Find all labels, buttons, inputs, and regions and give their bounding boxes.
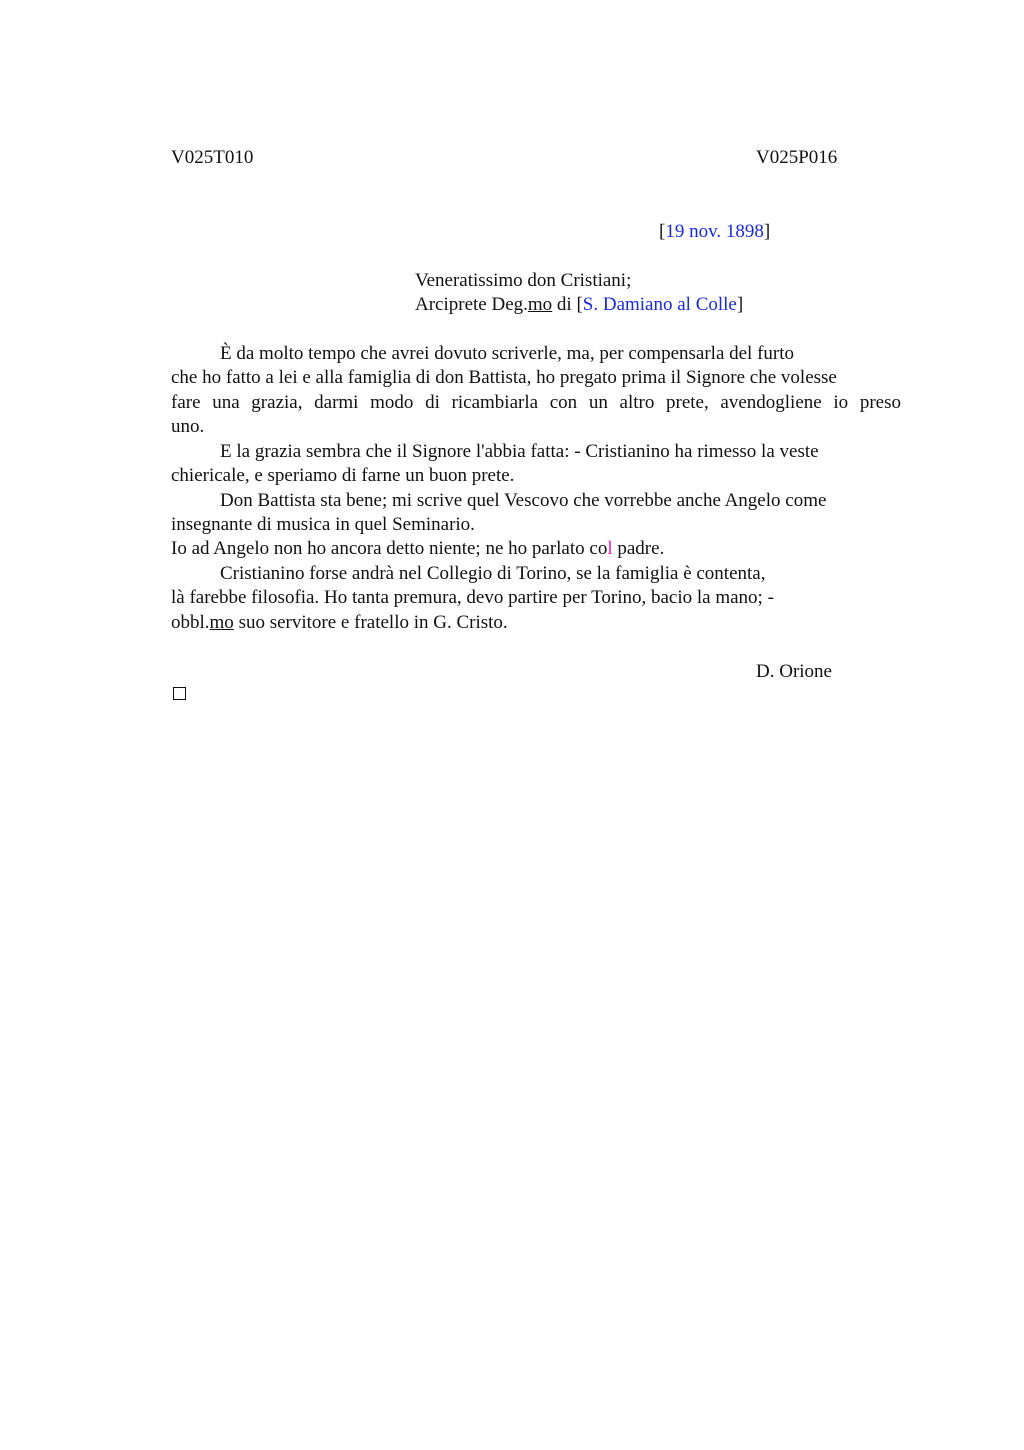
date-text: 19 nov. 1898 xyxy=(665,221,764,242)
end-marker-icon xyxy=(173,687,186,700)
body-line-10: Cristianino forse andrà nel Collegio di Torino, se la famiglia è contenta, xyxy=(220,563,766,584)
body-line-2: che ho fatto a lei e alla famiglia di don Battista, ho pregato prima il Signore che volesse xyxy=(171,367,837,388)
closing-text: suo servitore e fratello in G. Cristo. xyxy=(233,612,508,633)
body-line-8: insegnante di musica in quel Seminario. xyxy=(171,514,475,535)
signature: D. Orione xyxy=(756,661,832,682)
document-code-right: V025P016 xyxy=(756,147,838,168)
body-line-9 xyxy=(171,537,664,561)
bracket-open: [ xyxy=(659,221,666,242)
closing-abbreviation: mo xyxy=(209,612,234,633)
body-line-11: là farebbe filosofia. Ho tanta premura, devo partire per Torino, bacio la mano; - xyxy=(171,587,774,608)
body-line-6: chiericale, e speriamo di farne un buon prete. xyxy=(171,465,515,486)
editorial-mark: l xyxy=(607,538,613,559)
salutation-line-2 xyxy=(415,293,743,317)
title-abbreviation: mo xyxy=(527,294,553,315)
document-code-left: V025T010 xyxy=(171,147,254,168)
bracket-close: ] xyxy=(763,221,771,242)
bracket-close-place: ] xyxy=(736,294,744,315)
salutation-line-1: Veneratissimo don Cristiani; xyxy=(415,270,632,291)
body-line-1: È da molto tempo che avrei dovuto scriverle, ma, per compensarla del furto xyxy=(220,343,795,364)
body-line-7: Don Battista sta bene; mi scrive quel Vescovo che vorrebbe anche Angelo come xyxy=(220,490,827,511)
body-line-4: uno. xyxy=(171,416,205,437)
line-9-end: padre. xyxy=(612,538,665,559)
body-line-3: fare una grazia, darmi modo di ricambiarla con un altro prete, avendogliene io preso xyxy=(171,392,901,413)
line-9-text: Io ad Angelo non ho ancora detto niente; ne ho parlato co xyxy=(171,538,608,559)
body-line-12 xyxy=(171,611,508,635)
letter-date xyxy=(659,220,770,244)
title-connector: di [ xyxy=(552,294,583,315)
place-name: S. Damiano al Colle xyxy=(582,294,737,315)
closing-abbr-text: obbl. xyxy=(171,612,210,633)
title-text: Arciprete Deg. xyxy=(415,294,528,315)
body-line-5: E la grazia sembra che il Signore l'abbia fatta: - Cristianino ha rimesso la veste xyxy=(220,441,819,462)
